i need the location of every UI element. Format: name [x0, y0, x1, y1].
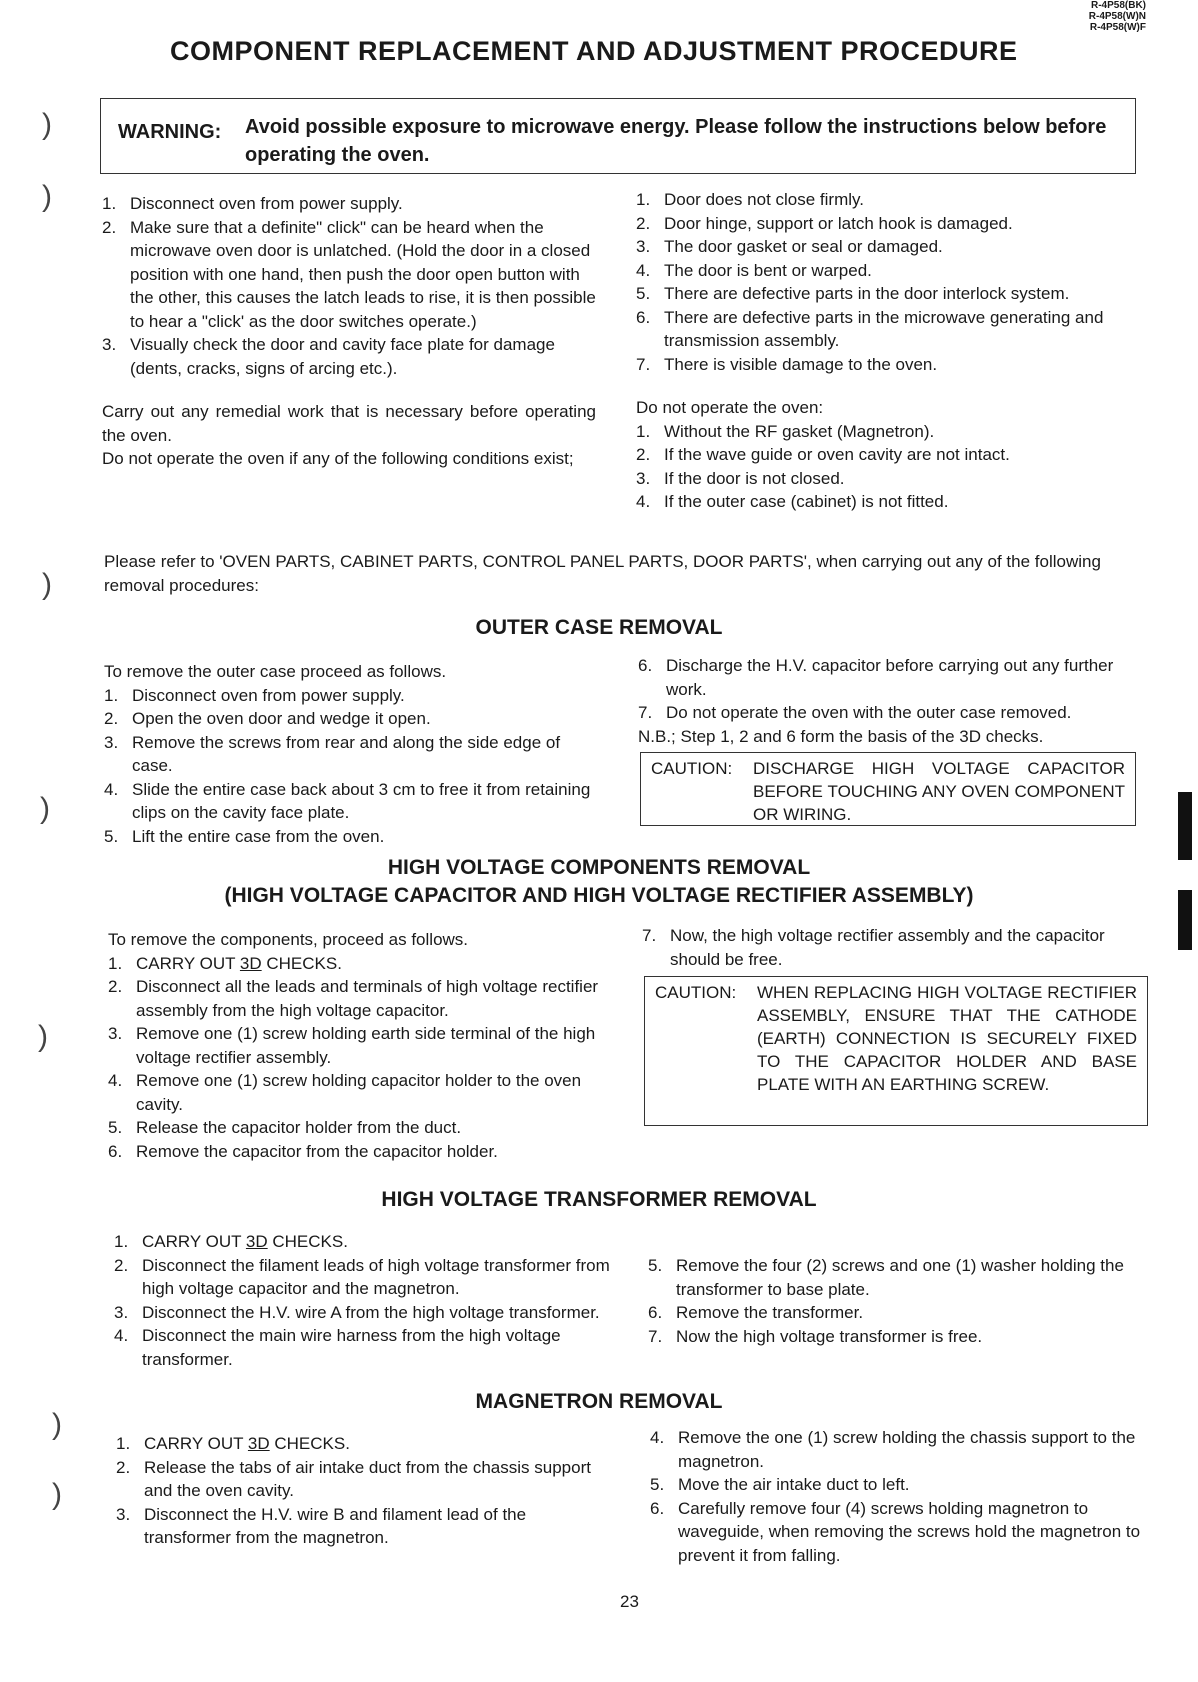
- list-item: 1. Door does not close firmly.: [636, 190, 864, 209]
- list-item: 7. Now the high voltage transformer is free.: [648, 1326, 983, 1346]
- outer-case-steps-right: [638, 654, 1148, 748]
- page-number: 23: [620, 1592, 639, 1611]
- binder-mark: ): [42, 568, 52, 601]
- list-item: 3. Disconnect the H.V. wire A from the high voltage transformer.: [114, 1302, 600, 1322]
- list-item: 1. CARRY OUT 3D CHECKS.: [108, 953, 342, 973]
- binder-mark: ): [52, 1478, 62, 1511]
- hv-transformer-steps-right: [648, 1254, 1152, 1348]
- list-item: 7. There is visible damage to the oven.: [636, 354, 938, 374]
- binder-mark: ): [52, 1408, 62, 1441]
- binder-mark: ): [42, 180, 52, 213]
- list-item: 2. Release the tabs of air intake duct from the chassis support and the oven cavity.: [116, 1457, 591, 1500]
- list-item: 3. If the door is not closed.: [636, 468, 845, 488]
- outer-case-note: N.B.; Step 1, 2 and 6 form the basis of the 3D checks.: [638, 726, 1044, 746]
- list-item: 4. The door is bent or warped.: [636, 260, 872, 280]
- list-item: 2. Door hinge, support or latch hook is damaged.: [636, 213, 1013, 233]
- list-item: 4. Remove the one (1) screw holding the chassis support to the magnetron.: [650, 1428, 1136, 1471]
- list-item: 4. Slide the entire case back about 3 cm to free it from retaining clips on the cavity face plate.: [104, 779, 591, 822]
- list-item: 1. CARRY OUT 3D CHECKS.: [116, 1434, 350, 1453]
- list-item: 2. Open the oven door and wedge it open.: [104, 709, 431, 728]
- list-item: 2. Disconnect all the leads and terminals of high voltage rectifier assembly from the high voltage capacitor.: [108, 977, 599, 1020]
- caution-text: DISCHARGE HIGH VOLTAGE CAPACITOR BEFORE TOUCHING ANY OVEN COMPONENT OR WIRING.: [753, 759, 1125, 824]
- section-heading-hv-components: HIGH VOLTAGE COMPONENTS REMOVAL: [387, 856, 811, 879]
- remedial-text: Carry out any remedial work that is necessary before operating the oven.: [102, 402, 596, 445]
- list-item: 3. The door gasket or seal or damaged.: [636, 237, 943, 256]
- warning-label: WARNING:: [118, 121, 222, 143]
- magnetron-steps-right: [650, 1426, 1154, 1567]
- hv-transformer-steps-left: [114, 1230, 610, 1371]
- list-item: 5. Move the air intake duct to left.: [650, 1475, 910, 1494]
- conditions-intro: Do not operate the oven if any of the following conditions exist;: [102, 449, 574, 468]
- list-item: 1. Without the RF gasket (Magnetron).: [636, 421, 935, 441]
- list-item: 6. Carefully remove four (4) screws holding magnetron to waveguide, when removing the screws hold the magnetron to prevent it from falling.: [650, 1498, 1141, 1565]
- conditions: [636, 188, 1142, 514]
- caution-label: CAUTION:: [651, 759, 733, 778]
- binder-mark: ): [40, 792, 50, 825]
- section-heading-magnetron: MAGNETRON REMOVAL: [475, 1390, 723, 1413]
- list-item: 5. Release the capacitor holder from the duct.: [108, 1118, 462, 1137]
- list-item: 5. Remove the four (2) screws and one (1) washer holding the transformer to base plate.: [648, 1256, 1124, 1299]
- list-item: 2. If the wave guide or oven cavity are not intact.: [636, 445, 1010, 464]
- section-heading-outer-case: OUTER CASE REMOVAL: [475, 616, 723, 639]
- caution-text: WHEN REPLACING HIGH VOLTAGE RECTIFIER ASSEMBLY, ENSURE THAT THE CATHODE (EARTH) CONNECTION IS SECURELY FIXED TO THE CAPACITOR HOLDER AND BASE PLATE WITH AN EARTHING SCREW.: [757, 983, 1137, 1094]
- refer-text: Please refer to 'OVEN PARTS, CABINET PARTS, CONTROL PANEL PARTS, DOOR PARTS', when carrying out any of the following removal procedures:: [104, 552, 1101, 595]
- binder-mark: ): [42, 108, 52, 141]
- list-item: 5. There are defective parts in the door interlock system.: [636, 284, 1070, 303]
- list-item: 4. Remove one (1) screw holding capacitor holder to the oven cavity.: [108, 1071, 582, 1114]
- list-item: 6. Remove the transformer.: [648, 1303, 864, 1322]
- list-item: 3. Visually check the door and cavity face plate for damage (dents, cracks, signs of arcing etc.).: [102, 335, 555, 378]
- hv-components-steps-right: [642, 924, 1150, 971]
- list-item: 3. Remove one (1) screw holding earth side terminal of the high voltage rectifier assembly.: [108, 1024, 596, 1067]
- caution-box: [640, 752, 1136, 826]
- section-heading-hv-transformer: HIGH VOLTAGE TRANSFORMER REMOVAL: [381, 1188, 817, 1211]
- list-item: 1. CARRY OUT 3D CHECKS.: [114, 1232, 348, 1251]
- list-item: 6. Discharge the H.V. capacitor before carrying out any further work.: [638, 656, 1114, 699]
- caution-box: [644, 976, 1148, 1126]
- list-item: 4. Disconnect the main wire harness from the high voltage transformer.: [114, 1326, 561, 1369]
- list-item: 4. If the outer case (cabinet) is not fitted.: [636, 492, 949, 511]
- list-item: 5. Lift the entire case from the oven.: [104, 826, 385, 846]
- list-item: 6. Remove the capacitor from the capacitor holder.: [108, 1141, 498, 1161]
- outer-case-steps-left: [104, 660, 602, 848]
- list-item: 7. Now, the high voltage rectifier assembly and the capacitor should be free.: [642, 926, 1105, 969]
- list-item: 2. Make sure that a definite" click" can be heard when the microwave oven door is unlatched. (Hold the door in a closed position with one hand, then push the door open button with the other, this causes the latch leads to rise, it is then possible to hear a "click' as the door switches operate.): [102, 217, 596, 331]
- section-subheading-hv-components: (HIGH VOLTAGE CAPACITOR AND HIGH VOLTAGE RECTIFIER ASSEMBLY): [224, 884, 974, 907]
- list-item: 1. Disconnect oven from power supply.: [102, 194, 403, 213]
- model-number: R-4P58(W)N: [1088, 11, 1146, 22]
- page-title: COMPONENT REPLACEMENT AND ADJUSTMENT PROCEDURE: [170, 36, 1018, 66]
- hv-components-intro: To remove the components, proceed as follows.: [108, 930, 469, 949]
- outer-case-intro: To remove the outer case proceed as follows.: [104, 662, 447, 681]
- warning-text: Avoid possible exposure to microwave energy. Please follow the instructions below before operating the oven.: [245, 116, 1107, 166]
- list-item: 6. There are defective parts in the microwave generating and transmission assembly.: [636, 307, 1104, 350]
- do-not-operate-intro: Do not operate the oven:: [636, 398, 824, 417]
- binder-mark: ): [38, 1020, 48, 1053]
- pre-checks: [102, 192, 596, 471]
- list-item: 1. Disconnect oven from power supply.: [104, 685, 405, 705]
- model-number: R-4P58(W)F: [1089, 22, 1146, 33]
- list-item: 3. Disconnect the H.V. wire B and filament lead of the transformer from the magnetron.: [116, 1504, 527, 1547]
- warning-box: [100, 98, 1136, 174]
- model-number: R-4P58(BK): [1090, 0, 1146, 11]
- model-numbers: [1089, 0, 1146, 33]
- list-item: 3. Remove the screws from rear and along the side edge of case.: [104, 732, 561, 775]
- magnetron-steps-left: [116, 1432, 610, 1550]
- hv-components-steps-left: [108, 928, 608, 1163]
- caution-label: CAUTION:: [655, 983, 737, 1002]
- list-item: 2. Disconnect the filament leads of high voltage transformer from high voltage capacitor and the magnetron.: [114, 1255, 610, 1298]
- scan-bar: [1178, 792, 1192, 860]
- list-item: 7. Do not operate the oven with the outer case removed.: [638, 703, 1072, 722]
